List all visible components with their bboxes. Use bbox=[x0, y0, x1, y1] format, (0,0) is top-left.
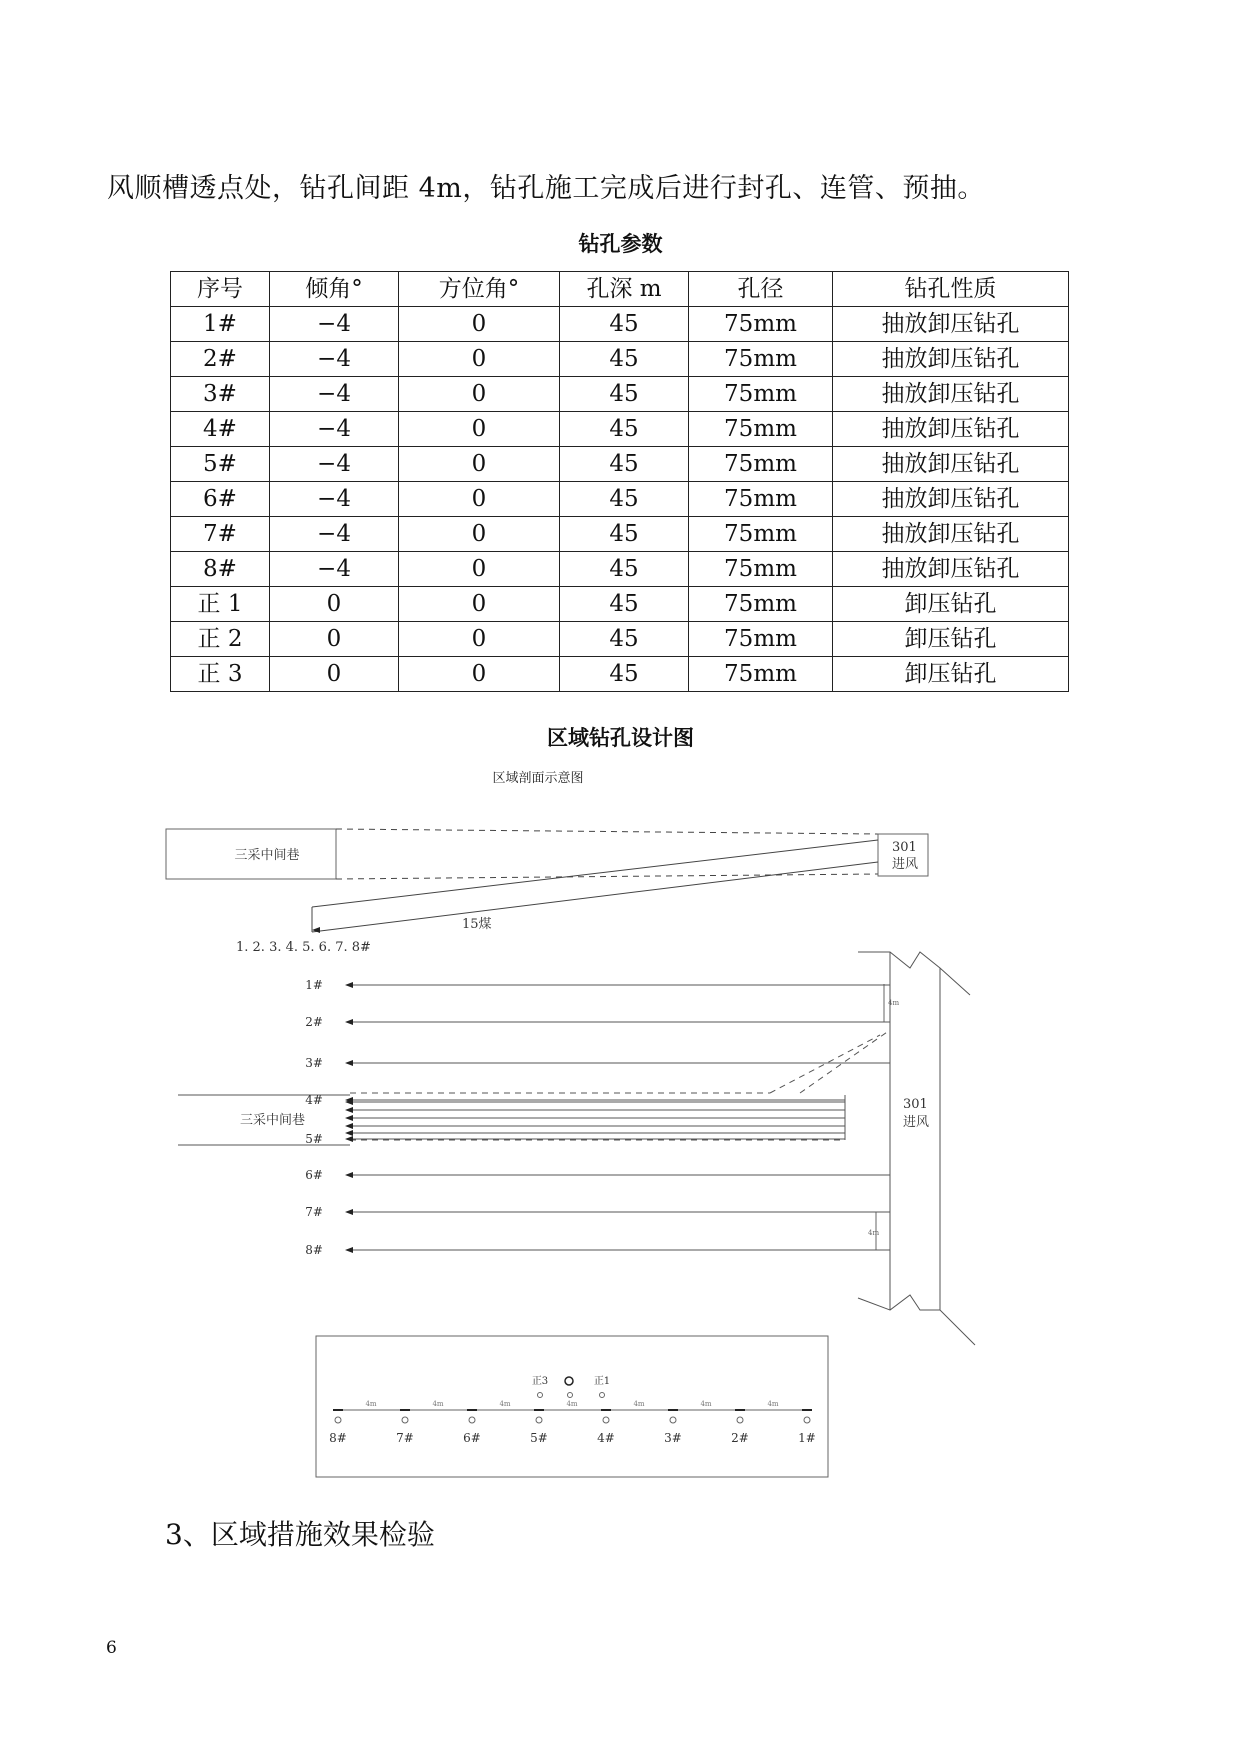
table-cell: 75mm bbox=[689, 447, 833, 482]
table-cell: 75mm bbox=[689, 412, 833, 447]
plan-entry-label-line2: 进风 bbox=[903, 1115, 930, 1130]
table-cell: 抽放卸压钻孔 bbox=[833, 342, 1069, 377]
header-cell: 钻孔性质 bbox=[833, 272, 1069, 307]
section-heading: 3、区域措施效果检验 bbox=[165, 1518, 435, 1551]
table-cell: 45 bbox=[560, 622, 689, 657]
table-cell: 抽放卸压钻孔 bbox=[833, 412, 1069, 447]
table-cell: 75mm bbox=[689, 377, 833, 412]
table-cell: −4 bbox=[270, 447, 399, 482]
hole-arrow bbox=[345, 982, 353, 988]
face-view bbox=[316, 1336, 828, 1477]
table-cell: 卸压钻孔 bbox=[833, 622, 1069, 657]
hole-arrow bbox=[345, 1107, 353, 1113]
face-spacing-label: 4m bbox=[499, 1400, 511, 1408]
plan-roadway-label: 三采中间巷 bbox=[240, 1113, 306, 1128]
table-cell: 0 bbox=[399, 552, 560, 587]
face-hole-marker bbox=[737, 1417, 743, 1423]
face-hole-marker bbox=[402, 1417, 408, 1423]
table-cell: 0 bbox=[399, 447, 560, 482]
face-hole-label: 7# bbox=[396, 1431, 414, 1445]
hole-arrow bbox=[345, 1123, 353, 1129]
table-cell: 0 bbox=[399, 517, 560, 552]
face-hole-label: 4# bbox=[597, 1431, 615, 1445]
table-cell: 抽放卸压钻孔 bbox=[833, 482, 1069, 517]
hole-arrow bbox=[345, 1136, 353, 1142]
table-cell: 0 bbox=[270, 622, 399, 657]
table-cell: 0 bbox=[399, 377, 560, 412]
plan-spacing-label: 4m bbox=[888, 999, 900, 1007]
table-cell: −4 bbox=[270, 552, 399, 587]
intro-paragraph: 风顺槽透点处，钻孔间距 4m，钻孔施工完成后进行封孔、连管、预抽。 bbox=[107, 173, 985, 204]
table-cell: 抽放卸压钻孔 bbox=[833, 517, 1069, 552]
table-cell: 6# bbox=[171, 482, 270, 517]
page-number: 6 bbox=[106, 1638, 117, 1658]
header-cell: 序号 bbox=[171, 272, 270, 307]
table-cell: 0 bbox=[270, 587, 399, 622]
table-cell: 0 bbox=[399, 657, 560, 692]
table-cell: 45 bbox=[560, 377, 689, 412]
table-cell: 45 bbox=[560, 657, 689, 692]
table-cell: 0 bbox=[399, 307, 560, 342]
header-cell: 倾角° bbox=[270, 272, 399, 307]
table-cell: 45 bbox=[560, 482, 689, 517]
center-hole-marker bbox=[565, 1377, 573, 1385]
table-cell: −4 bbox=[270, 377, 399, 412]
face-hole-marker bbox=[600, 1393, 605, 1398]
table-cell: −4 bbox=[270, 307, 399, 342]
table-cell: 卸压钻孔 bbox=[833, 587, 1069, 622]
face-hole-label: 3# bbox=[664, 1431, 682, 1445]
plan-spacing-label: 4m bbox=[868, 1229, 880, 1237]
figure-caption: 区域钻孔设计图 bbox=[547, 726, 694, 750]
table-cell: −4 bbox=[270, 342, 399, 377]
table-cell: 75mm bbox=[689, 307, 833, 342]
hole-arrow bbox=[345, 1130, 353, 1136]
table-cell: 0 bbox=[399, 622, 560, 657]
hole-arrow bbox=[345, 1247, 353, 1253]
table-cell: 0 bbox=[399, 412, 560, 447]
plan-hole-label: 1# bbox=[305, 978, 323, 992]
section-view-title: 区域剖面示意图 bbox=[492, 771, 584, 786]
plan-entry-label-line1: 301 bbox=[903, 1097, 928, 1112]
table-cell: −4 bbox=[270, 482, 399, 517]
table-cell: 0 bbox=[399, 342, 560, 377]
table-cell: 抽放卸压钻孔 bbox=[833, 307, 1069, 342]
entry-label-line2: 进风 bbox=[892, 857, 919, 872]
table-cell: 卸压钻孔 bbox=[833, 657, 1069, 692]
face-hole-label: 6# bbox=[463, 1431, 481, 1445]
table-cell: 45 bbox=[560, 552, 689, 587]
plan-hole-label: 8# bbox=[305, 1243, 323, 1257]
face-top-right-label: 正1 bbox=[593, 1376, 611, 1387]
table-cell: 75mm bbox=[689, 517, 833, 552]
entry-label-line1: 301 bbox=[892, 840, 917, 855]
table-cell: 45 bbox=[560, 587, 689, 622]
hole-arrow bbox=[345, 1115, 353, 1121]
table-cell: 3# bbox=[171, 377, 270, 412]
table-cell: 75mm bbox=[689, 552, 833, 587]
table-cell: 0 bbox=[399, 482, 560, 517]
table-cell: 正 3 bbox=[171, 657, 270, 692]
table-cell: 0 bbox=[270, 657, 399, 692]
table-cell: 4# bbox=[171, 412, 270, 447]
table-cell: 45 bbox=[560, 307, 689, 342]
face-hole-marker bbox=[536, 1417, 542, 1423]
plan-hole-label: 2# bbox=[305, 1015, 323, 1029]
table-cell: 45 bbox=[560, 412, 689, 447]
face-hole-marker bbox=[335, 1417, 341, 1423]
table-cell: 45 bbox=[560, 447, 689, 482]
table-cell: 7# bbox=[171, 517, 270, 552]
table-cell: 抽放卸压钻孔 bbox=[833, 447, 1069, 482]
plan-hole-label: 3# bbox=[305, 1056, 323, 1070]
table-cell: 75mm bbox=[689, 587, 833, 622]
header-cell: 孔径 bbox=[689, 272, 833, 307]
face-hole-label: 8# bbox=[329, 1431, 347, 1445]
face-spacing-label: 4m bbox=[365, 1400, 377, 1408]
face-hole-marker bbox=[603, 1417, 609, 1423]
header-cell: 方位角° bbox=[399, 272, 560, 307]
face-hole-marker bbox=[670, 1417, 676, 1423]
face-hole-label: 1# bbox=[798, 1431, 816, 1445]
header-cell: 孔深 m bbox=[560, 272, 689, 307]
hole-arrow bbox=[345, 1172, 353, 1178]
roadway-label: 三采中间巷 bbox=[234, 848, 300, 863]
seam-label: 15煤 bbox=[462, 917, 492, 932]
table-cell: 45 bbox=[560, 517, 689, 552]
table-cell: 2# bbox=[171, 342, 270, 377]
table-cell: 正 2 bbox=[171, 622, 270, 657]
face-spacing-label: 4m bbox=[633, 1400, 645, 1408]
face-hole-marker bbox=[469, 1417, 475, 1423]
face-spacing-label: 4m bbox=[700, 1400, 712, 1408]
plan-hole-label: 6# bbox=[305, 1168, 323, 1182]
table-cell: 75mm bbox=[689, 342, 833, 377]
table-cell: 75mm bbox=[689, 482, 833, 517]
face-spacing-label: 4m bbox=[566, 1400, 578, 1408]
plan-view bbox=[178, 952, 975, 1345]
hole-arrow bbox=[345, 1060, 353, 1066]
table-cell: 0 bbox=[399, 587, 560, 622]
table-cell: 8# bbox=[171, 552, 270, 587]
table-cell: 45 bbox=[560, 342, 689, 377]
table-caption: 钻孔参数 bbox=[578, 232, 663, 256]
table-cell: 1# bbox=[171, 307, 270, 342]
table-cell: 正 1 bbox=[171, 587, 270, 622]
hole-arrow bbox=[345, 1209, 353, 1215]
face-top-left-label: 正3 bbox=[531, 1376, 549, 1387]
face-spacing-label: 4m bbox=[432, 1400, 444, 1408]
face-hole-marker bbox=[804, 1417, 810, 1423]
face-spacing-label: 4m bbox=[767, 1400, 779, 1408]
plan-hole-label: 5# bbox=[305, 1132, 323, 1146]
table-cell: 抽放卸压钻孔 bbox=[833, 552, 1069, 587]
plan-hole-label: 4# bbox=[305, 1093, 323, 1107]
table-cell: −4 bbox=[270, 412, 399, 447]
section-view bbox=[166, 770, 928, 955]
table-cell: 75mm bbox=[689, 622, 833, 657]
table-cell: 75mm bbox=[689, 657, 833, 692]
hole-arrow bbox=[345, 1019, 353, 1025]
face-hole-marker bbox=[568, 1393, 573, 1398]
table-cell: 抽放卸压钻孔 bbox=[833, 377, 1069, 412]
plan-hole-label: 7# bbox=[305, 1205, 323, 1219]
face-hole-label: 2# bbox=[731, 1431, 749, 1445]
face-hole-label: 5# bbox=[530, 1431, 548, 1445]
table-cell: −4 bbox=[270, 517, 399, 552]
table-cell: 5# bbox=[171, 447, 270, 482]
face-hole-marker bbox=[538, 1393, 543, 1398]
holes-label: 1. 2. 3. 4. 5. 6. 7. 8# bbox=[236, 940, 371, 955]
